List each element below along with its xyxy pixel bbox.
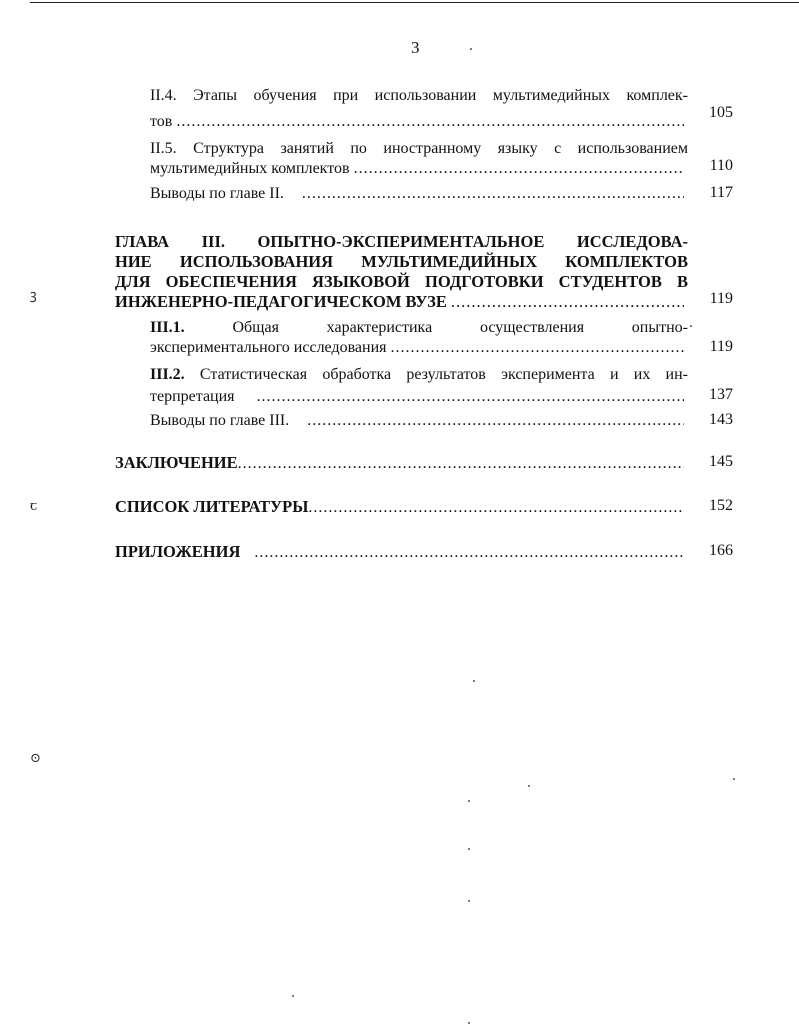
scan-speck: ꞇ [30, 498, 38, 513]
toc-entry-appendices[interactable] [115, 542, 688, 563]
toc-page-number: 145 [709, 453, 733, 470]
scan-speck [468, 1022, 470, 1024]
section-number: III.2. [150, 366, 185, 383]
scan-speck: ꝫ [30, 287, 37, 302]
toc-entry-title: СПИСОК ЛИТЕРАТУРЫ [115, 497, 309, 516]
leader-dots [302, 184, 684, 204]
scan-speck [468, 900, 470, 902]
toc-entry-iii-1[interactable] [150, 318, 688, 358]
toc-entry-title: ЗАКЛЮЧЕНИЕ [115, 453, 238, 472]
toc-entry-references[interactable] [115, 497, 688, 518]
leader-dots [176, 112, 684, 132]
scan-speck [292, 995, 294, 997]
chapter-title-line: ДЛЯ ОБЕСПЕЧЕНИЯ ЯЗЫКОВОЙ ПОДГОТОВКИ СТУДЕНТОВ В [115, 272, 688, 291]
leader-dots [308, 498, 684, 518]
toc-page-number: 152 [709, 497, 733, 514]
toc-entry-ii-5[interactable] [150, 139, 688, 179]
chapter-title-line: ГЛАВА III. ОПЫТНО-ЭКСПЕРИМЕНТАЛЬНОЕ ИССЛЕДОВА- [115, 232, 688, 251]
section-number: III.1. [150, 319, 185, 336]
scan-speck [470, 48, 472, 50]
toc-entry-iii-2[interactable] [150, 365, 688, 407]
toc-entry-title: Общая характеристика осуществления опытно- [232, 319, 689, 336]
toc-entry-ii-4[interactable] [150, 86, 688, 132]
scan-speck [733, 778, 735, 780]
leader-dots [451, 292, 684, 312]
toc-page-number: 105 [709, 104, 733, 121]
toc-page-number: 119 [709, 290, 733, 307]
leader-dots [391, 338, 684, 358]
toc-entry-title: II.5. Структура занятий по иностранному языку с использованием [150, 140, 688, 157]
toc-page-number: 143 [709, 411, 733, 428]
toc-entry-conclusion[interactable] [115, 453, 688, 474]
toc-entry-conclusions-ii[interactable] [150, 184, 688, 204]
toc-entry-chapter-iii[interactable] [115, 232, 688, 312]
toc-entry-title-cont: экспериментального исследования [150, 339, 387, 356]
scan-speck [690, 325, 692, 327]
scan-speck [473, 680, 475, 682]
toc-page-number: 117 [709, 184, 733, 201]
toc-entry-title: ПРИЛОЖЕНИЯ [115, 542, 241, 561]
toc-entry-title: II.4. Этапы обучения при использовании мультимедийных комплек- [150, 87, 688, 104]
toc-entry-title: Выводы по главе III. [150, 412, 290, 429]
leader-dots [307, 411, 684, 431]
scan-speck: ⊙ [30, 750, 41, 765]
scan-speck [468, 800, 470, 802]
toc-page-number: 119 [709, 338, 733, 355]
top-border-line [30, 2, 799, 3]
leader-dots [257, 387, 684, 407]
toc-entry-title-cont: терпретация [150, 388, 235, 405]
toc-entry-title-cont: мультимедийных комплектов [150, 160, 350, 177]
chapter-title-line: НИЕ ИСПОЛЬЗОВАНИЯ МУЛЬТИМЕДИЙНЫХ КОМПЛЕКТОВ [115, 252, 688, 271]
scan-speck [528, 785, 530, 787]
toc-entry-conclusions-iii[interactable] [150, 411, 688, 431]
toc-page-number: 166 [709, 542, 733, 559]
chapter-title-line: ИНЖЕНЕРНО-ПЕДАГОГИЧЕСКОМ ВУЗЕ [115, 292, 447, 311]
toc-entry-title: Выводы по главе II. [150, 185, 284, 202]
leader-dots [354, 159, 684, 179]
toc-entry-title-cont: тов [150, 113, 173, 130]
toc-page-number: 110 [709, 157, 733, 174]
leader-dots [254, 543, 684, 563]
toc-page-number: 137 [709, 386, 733, 403]
toc-entry-title: Статистическая обработка результатов эксперимента и их ин- [199, 366, 688, 383]
page-number: 3 [411, 38, 420, 57]
scan-speck [468, 848, 470, 850]
leader-dots [238, 454, 684, 474]
